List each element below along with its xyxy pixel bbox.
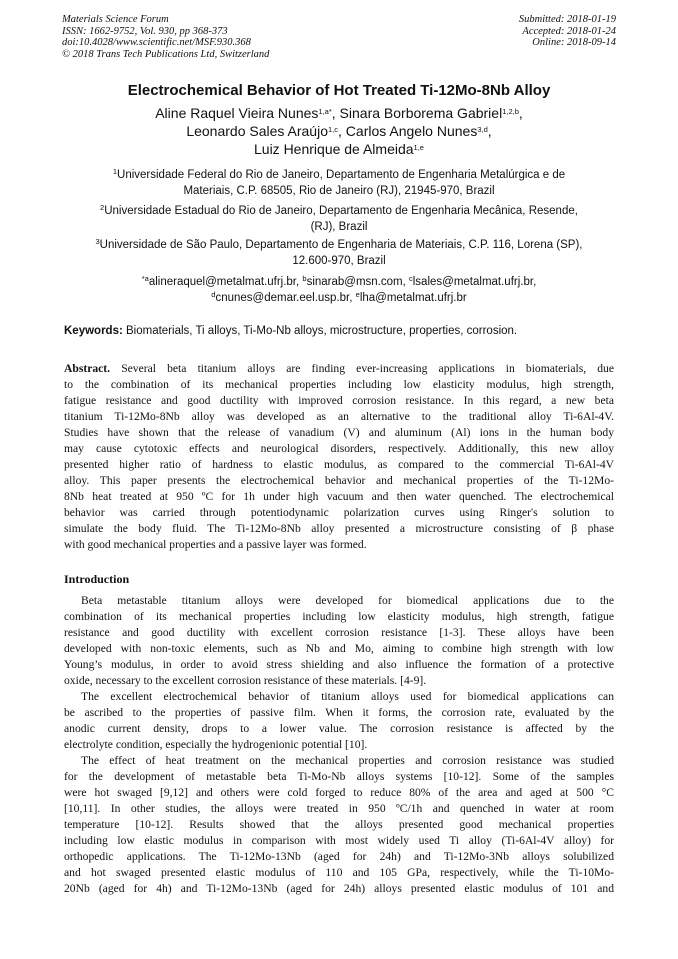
author-line: [62, 122, 616, 140]
email-address[interactable]: lsales@metalmat.ufrj.br,: [412, 276, 537, 288]
author-name: Aline Raquel Vieira Nunes: [155, 105, 319, 121]
paragraph-line: were hot swaged [9,12] and others were cold forged to reduce 80% of the area and aged at 500 °C: [64, 786, 614, 799]
author-name: Carlos Angelo Nunes: [345, 123, 478, 139]
abstract-line: presented higher ratio of hardness to elastic modulus, as compared to the commercial Ti-6Al-4V: [64, 458, 614, 471]
section-heading-introduction: Introduction: [64, 572, 130, 586]
email-list: [62, 274, 616, 306]
paragraph-line: resistance and good ductility with excellent corrosion resistance [1-3]. These alloys have been: [64, 626, 614, 639]
abstract-line: titanium Ti-12Mo-8Nb alloy was developed as an alternative to the traditional alloy Ti-6Al-4V.: [64, 410, 614, 423]
affiliation-3: [62, 237, 616, 269]
journal-issn: ISSN: 1662-9752, Vol. 930, pp 368-373: [62, 25, 228, 37]
paragraph-line: temperature [10-12]. Results showed that the alloys presented good mechanical properties: [64, 818, 614, 831]
author-sup: 1,2,b: [502, 107, 519, 116]
paragraph-line: for the development of metastable beta Ti-Mo-Nb alloys systems [10-12]. Some of the samples: [64, 770, 614, 783]
author-line: [62, 104, 616, 122]
paragraph-line: anodic current density, drops to a lower value. The corrosion resistance is affected by the: [64, 722, 614, 735]
journal-copyright: © 2018 Trans Tech Publications Ltd, Switzerland: [62, 48, 270, 60]
paragraph-line: [10,11]. In other studies, the alloys were treated in 950 ºC/1h and quenched in water at room: [64, 802, 614, 815]
paragraph-line: including low elastic modulus in comparison with most widely used Ti alloy (Ti-6Al-4V alloy) for: [64, 834, 614, 847]
abstract-line: Studies have shown that the release of vanadium (V) and aluminum (Al) ions in the human body: [64, 426, 614, 439]
abstract-line: simulate the body fluid. The Ti-12Mo-8Nb alloy presented a microstructure consisting of β phase: [64, 522, 614, 535]
abstract-line: may cause cytotoxic effects and neurological disorders, respectively. Additionally, this new alloy: [64, 442, 614, 455]
email-sup: *a: [141, 274, 149, 283]
affiliation-text: Universidade Federal do Rio de Janeiro, Departamento de Engenharia Metalúrgica e de: [117, 169, 566, 181]
paragraph-line: developed with non-toxic elements, such as Nb and Mo, aiming to combine high strength with low: [64, 642, 614, 655]
dates-header: [519, 14, 616, 49]
affiliation-number: 1: [112, 167, 118, 176]
accepted-date: Accepted: 2018-01-24: [522, 25, 616, 37]
keywords-label: Keywords:: [64, 325, 123, 337]
paragraph-line: The effect of heat treatment on the mechanical properties and corrosion resistance was studied: [81, 754, 614, 767]
keywords-text: Biomaterials, Ti alloys, Ti-Mo-Nb alloys, microstructure, properties, corrosion.: [122, 325, 518, 337]
author-sep: ,: [487, 123, 492, 139]
affiliation-1: [62, 167, 616, 199]
author-sep: ,: [331, 105, 340, 121]
author-sup: 1,e: [413, 143, 424, 152]
author-sup: 1,c: [328, 125, 339, 134]
email-sup: d: [211, 290, 216, 299]
abstract-line: with good mechanical properties and a passive layer was formed.: [64, 538, 367, 551]
email-address[interactable]: alineraquel@metalmat.ufrj.br,: [148, 276, 303, 288]
author-name: Luiz Henrique de Almeida: [254, 141, 414, 157]
author-sup: 3,d: [477, 125, 488, 134]
submitted-date: Submitted: 2018-01-19: [518, 14, 616, 25]
author-name: Leonardo Sales Araújo: [186, 123, 328, 139]
abstract-line: to the combination of its mechanical properties including low elasticity modulus, high strength,: [64, 378, 614, 391]
paragraph-line: be ascribed to the properties of passive film. When it forms, the corrosion rate, evaluated by the: [64, 706, 614, 719]
paper-title: Electrochemical Behavior of Hot Treated Ti-12Mo-8Nb Alloy: [127, 82, 551, 99]
introduction-body: [64, 593, 614, 897]
abstract-line: Abstract. Several beta titanium alloys are finding ever-increasing applications in biomaterials, due: [64, 362, 614, 375]
affiliation-text: Universidade de São Paulo, Departamento de Engenharia de Materiais, C.P. 116, Lorena (SP),: [99, 239, 583, 251]
email-address[interactable]: sinarab@msn.com,: [306, 276, 409, 288]
abstract-line: fatigue resistance and good ductility with improved corrosion resistance. In this regard, a new beta: [64, 394, 614, 407]
affiliation-number: 3: [95, 237, 100, 246]
author-name: Sinara Borborema Gabriel: [339, 105, 503, 121]
online-date: Online: 2018-09-14: [532, 37, 616, 48]
author-sep: ,: [518, 105, 523, 121]
paragraph-line: and hot swaged presented elastic modulus of 110 and 105 GPa, respectively, while the Ti-10Mo-: [64, 866, 614, 879]
email-sup: b: [302, 274, 307, 283]
author-line: [62, 140, 616, 158]
keywords: [64, 325, 517, 337]
journal-header: [62, 14, 269, 60]
journal-doi: doi:10.4028/www.scientific.net/MSF.930.368: [62, 37, 251, 48]
author-sup: 1,a*: [318, 107, 332, 116]
paragraph-line: orthopedic applications. The Ti-12Mo-13Nb (aged for 24h) and Ti-12Mo-3Nb alloys solubilized: [64, 850, 614, 863]
paragraph-line: 20Nb (aged for 4h) and Ti-12Mo-13Nb (aged for 24h) alloys presented elastic modulus of 101 and: [64, 882, 614, 895]
abstract-line: 8Nb heat treated at 950 ºC for 1h under high vacuum and then water quenched. The electrochemical: [64, 490, 614, 503]
paragraph-line: electrolyte condition, especially the hydrogenionic potential [10].: [64, 738, 368, 751]
journal-name: Materials Science Forum: [62, 14, 169, 25]
email-address[interactable]: lha@metalmat.ufrj.br: [359, 292, 467, 304]
abstract-line: behavior was carried through potentiodynamic polarization curves using Ringer's solution to: [64, 506, 614, 519]
abstract-line: alloy. This paper presents the electrochemical behavior and mechanical properties of the Ti-12Mo-: [64, 474, 614, 487]
affiliation-number: 2: [100, 203, 105, 212]
affiliation-text: Universidade Estadual do Rio de Janeiro, Departamento de Engenharia Mecânica, Resende,: [104, 205, 578, 217]
affiliation-text: Materiais, C.P. 68505, Rio de Janeiro (RJ), 21945-970, Brazil: [183, 185, 495, 197]
author-list: [62, 104, 616, 158]
paragraph-line: oxide, necessary to the excellent corrosion resistance of these materials. [4-9].: [64, 674, 427, 687]
affiliation-2: [62, 203, 616, 235]
email-address[interactable]: cnunes@demar.eel.usp.br,: [215, 292, 356, 304]
abstract: [64, 361, 614, 553]
paragraph-line: Young’s modulus, in order to avoid stress shielding and also influence the formation of a protective: [64, 658, 614, 671]
paragraph-line: Beta metastable titanium alloys were developed for biomedical applications due to the: [81, 594, 614, 607]
paragraph-line: The excellent electrochemical behavior of titanium alloys used for biomedical applications can: [81, 690, 614, 703]
paragraph-line: combination of its mechanical properties including low elasticity modulus, high strength, fatigue: [64, 610, 614, 623]
email-sup: e: [355, 290, 360, 299]
affiliation-text: (RJ), Brazil: [310, 221, 368, 233]
abstract-label: Abstract.: [64, 362, 111, 375]
affiliation-text: 12.600-970, Brazil: [292, 255, 386, 267]
author-sep: ,: [338, 123, 346, 139]
email-sup: c: [409, 274, 413, 283]
